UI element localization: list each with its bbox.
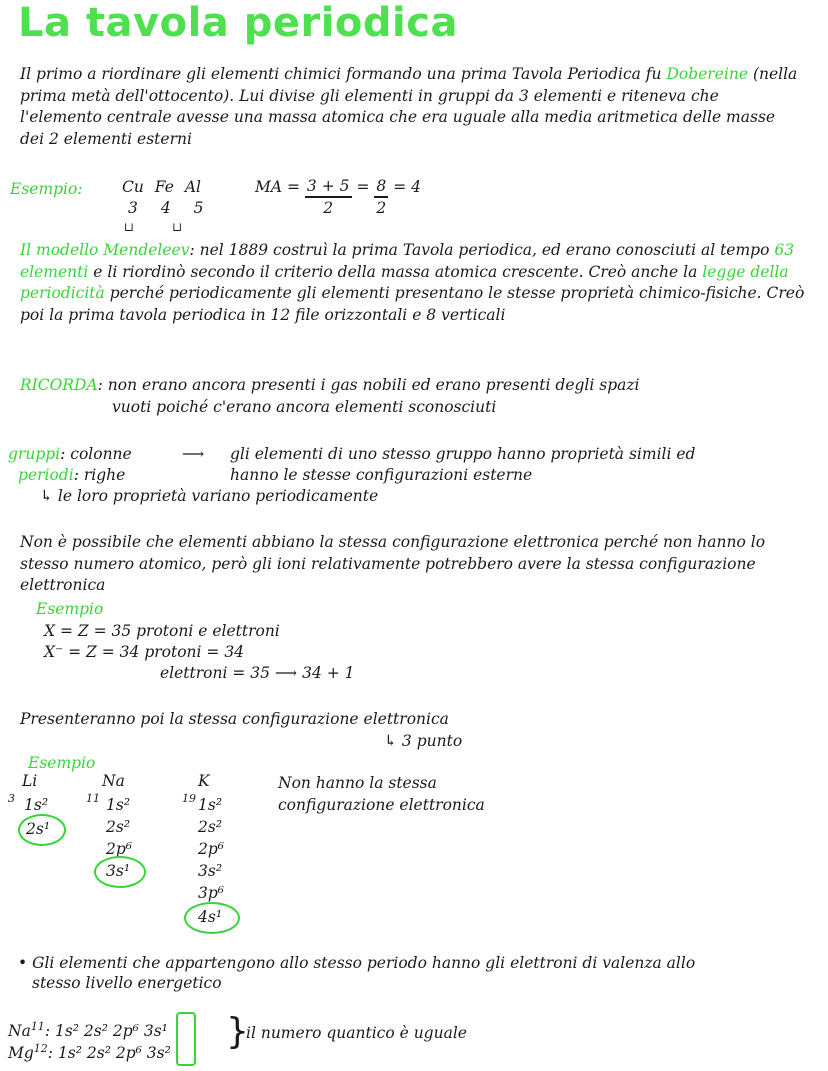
ricorda-label: RICORDA <box>20 376 98 394</box>
k-orbital-1: 1s² <box>198 796 223 814</box>
ricorda-line2: vuoti poiché c'erano ancora elementi sconosciuti <box>112 398 497 416</box>
na-orbital-3: 2p⁶ <box>106 840 132 858</box>
presenteranno-note <box>384 730 462 752</box>
na-config-label: Na <box>8 1022 31 1041</box>
gruppi-label: gruppi <box>8 445 61 463</box>
dobereiner-name: Dobereine <box>666 65 749 83</box>
ma-result: = 4 <box>393 178 421 196</box>
ricorda-line1 <box>20 374 640 396</box>
mendeleev-paragraph <box>20 240 805 326</box>
na-config-pre: : 1s² 2s² 2p⁶ <box>44 1022 144 1041</box>
number-cu: 3 <box>128 199 138 217</box>
brace-symbol: } <box>226 1011 249 1052</box>
gruppi-text: : colonne <box>60 445 132 463</box>
config-paragraph: Non è possibile che elementi abbiano la stessa configurazione elettronica perché non hanno lo stesso numero atomico, però gli ioni relativamente potrebbero avere la stessa configurazione elettronica <box>20 533 766 594</box>
intro-prefix: Il primo a riordinare gli elementi chimici formando una prima Tavola Periodica fu <box>20 65 667 83</box>
fraction-2-den: 2 <box>376 199 387 217</box>
number-al: 5 <box>193 199 204 217</box>
presenteranno-note-text: 3 punto <box>401 732 463 750</box>
config-line2: X⁻ = Z = 34 protoni = 34 <box>44 643 245 661</box>
example3-label: Esempio <box>28 754 96 772</box>
example1-elements <box>122 176 201 198</box>
config-line3: elettroni = 35 ⟶ 34 + 1 <box>160 664 355 682</box>
na-orbital-1: 1s² <box>106 796 131 814</box>
periodi-label: periodi <box>18 466 74 484</box>
intro-suffix: (nella prima metà dell'ottocento). Lui divise gli elementi in gruppi da 3 elementi e riteneva che l'elemento centrale avesse una massa atomica che era uguale alla media aritmetica delle masse dei 2 elementi esterni <box>20 65 798 148</box>
mg-config-z: 12 <box>33 1042 48 1055</box>
element-fe: Fe <box>154 178 174 196</box>
k-z: 19 <box>182 792 196 805</box>
fraction-2-num: 8 <box>374 176 388 198</box>
mg-config-box: 3 <box>146 1044 157 1063</box>
periodicity-law: legge della periodicità <box>20 262 789 302</box>
gruppi-arrow: ⟶ <box>182 445 205 463</box>
quantum-note: il numero quantico è uguale <box>246 1024 467 1042</box>
config-note-line2: configurazione elettronica <box>278 796 485 814</box>
mg-config-line <box>8 1038 171 1064</box>
na-orbital-4: 3s¹ <box>106 862 131 880</box>
na-config-z: 11 <box>30 1020 45 1033</box>
gruppi-desc: gli elementi di uno stesso gruppo hanno proprietà simili ed <box>230 445 696 463</box>
k-orbital-6: 4s¹ <box>198 908 223 926</box>
arrow-icon: ↳ <box>384 732 402 750</box>
k-orbital-5: 3p⁶ <box>198 884 224 902</box>
periodi-text: : righe <box>73 466 126 484</box>
underbrackets: ⊔ ⊔ <box>124 220 183 234</box>
arrow-icon: ↳ <box>40 487 58 505</box>
presenteranno-text: Presenteranno poi la stessa configurazione elettronica <box>20 710 449 728</box>
na-config-box: 3 <box>143 1022 154 1041</box>
element-al: Al <box>184 178 201 196</box>
k-orbital-2: 2s² <box>198 818 223 836</box>
mendeleev-part1: : nel 1889 costruì la prima Tavola periodica, ed erano conosciuti al tempo <box>189 241 775 259</box>
mg-config-pre: : 1s² 2s² 2p⁶ <box>47 1044 147 1063</box>
k-orbital-4: 3s² <box>198 862 223 880</box>
gruppi-line <box>8 443 132 465</box>
li-z: 3 <box>8 792 15 805</box>
fraction-2 <box>374 176 388 218</box>
shell-highlight-box <box>176 1012 196 1066</box>
periodi-line <box>18 464 125 486</box>
config-example-label: Esempio <box>36 600 104 618</box>
na-symbol: Na <box>102 772 125 790</box>
ricorda-text1: : non erano ancora presenti i gas nobili ed erano presenti degli spazi <box>97 376 640 394</box>
na-orbital-2: 2s² <box>106 818 131 836</box>
arrow-note <box>40 485 378 507</box>
na-valence-circle <box>94 856 146 888</box>
config-note-line1: Non hanno la stessa <box>278 774 437 792</box>
example1-label: Esempio: <box>10 180 83 198</box>
mendeleev-part3: perché periodicamente gli elementi presentano le stesse proprietà chimico-fisiche. Creò poi la prima tavola periodica in 12 file orizzontali e 8 verticali <box>20 284 805 324</box>
period-note-line1: • Gli elementi che appartengono allo stesso periodo hanno gli elettroni di valenza allo <box>18 954 696 972</box>
mg-config-post: s² <box>156 1044 171 1063</box>
fraction-1-num: 3 + 5 <box>305 176 352 198</box>
element-cu: Cu <box>122 178 144 196</box>
fraction-1 <box>305 176 352 218</box>
k-symbol: K <box>198 772 210 790</box>
na-z: 11 <box>86 792 100 805</box>
intro-paragraph <box>20 64 800 150</box>
k-orbital-3: 2p⁶ <box>198 840 224 858</box>
element-count: 63 elementi <box>20 241 795 281</box>
na-config-post: s¹ <box>153 1022 168 1041</box>
ma-label: MA = <box>255 178 300 196</box>
arrow-note-text: le loro proprietà variano periodicamente <box>57 487 379 505</box>
period-note-line2: stesso livello energetico <box>32 974 222 992</box>
number-fe: 4 <box>160 199 171 217</box>
periodi-desc: hanno le stesse configurazioni esterne <box>230 466 533 484</box>
mendeleev-heading: Il modello Mendeleev <box>20 241 190 259</box>
k-valence-circle <box>184 902 240 934</box>
li-orbital-1: 1s² <box>24 796 49 814</box>
config-line1: X = Z = 35 protoni e elettroni <box>44 622 280 640</box>
equals-sign: = <box>356 178 370 196</box>
page-title: La tavola periodica <box>18 0 458 46</box>
mendeleev-part2: e li riordinò secondo il criterio della massa atomica crescente. Creò anche la <box>88 262 703 281</box>
li-symbol: Li <box>22 772 38 790</box>
li-orbital-2: 2s¹ <box>26 820 51 838</box>
ma-formula <box>255 176 421 218</box>
mg-config-label: Mg <box>8 1044 34 1063</box>
li-valence-circle <box>18 814 66 846</box>
fraction-1-den: 2 <box>323 199 334 217</box>
